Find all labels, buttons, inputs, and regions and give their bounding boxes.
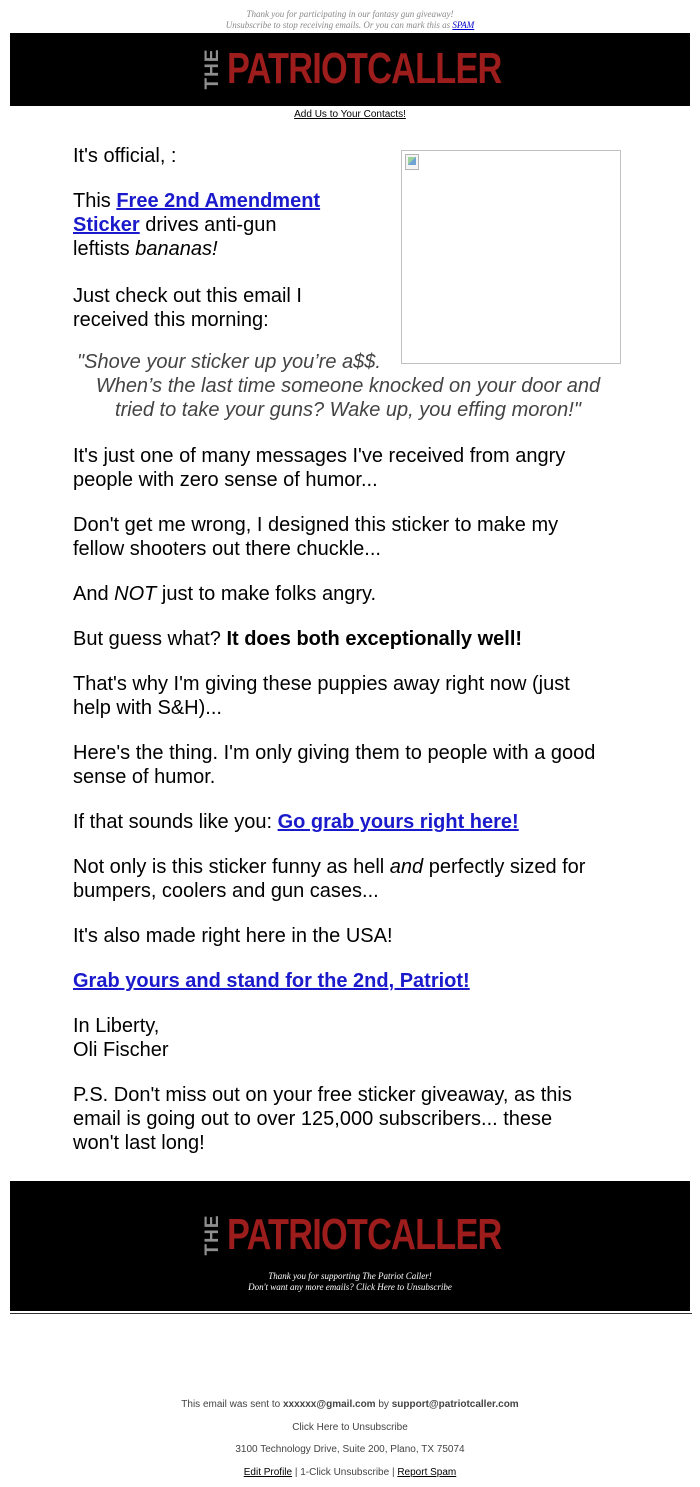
paragraph-9: It's also made right here in the USA!: [73, 925, 393, 947]
intro-this: This: [73, 190, 117, 212]
paragraph-3: [73, 582, 376, 606]
sent-prefix: This email was sent to: [181, 1399, 283, 1410]
p3-prefix: And: [73, 583, 115, 605]
p3-suffix: just to make folks angry.: [156, 583, 377, 605]
sender-email: support@patriotcaller.com: [391, 1399, 519, 1410]
report-spam-link[interactable]: Report Spam: [397, 1467, 457, 1478]
spam-link[interactable]: SPAM: [452, 20, 475, 30]
footer-banner-note: [10, 1271, 690, 1293]
paragraph-1-line-1: It's just one of many messages I've received from angry: [73, 445, 566, 467]
paragraph-6-line-1: Here's the thing. I'm only giving them to people with a good: [73, 742, 596, 764]
intro-line-1: [73, 189, 320, 213]
footer-divider: [10, 1313, 692, 1314]
preheader: [0, 9, 700, 31]
add-contacts-link[interactable]: Add Us to Your Contacts!: [294, 109, 406, 120]
p8-and: and: [389, 856, 424, 878]
preheader-line-1: Thank you for participating in our fantasy gun giveaway!: [246, 9, 454, 19]
paragraph-4: [73, 627, 522, 651]
check-line-2: received this morning:: [73, 309, 269, 331]
mailing-address: 3100 Technology Drive, Suite 200, Plano, TX 75074: [235, 1444, 465, 1455]
intro-line-3: [73, 237, 218, 261]
angry-email-quote: [73, 350, 623, 422]
quote-line-3: tried to take your guns? Wake up, you effing moron!": [115, 399, 581, 421]
footer-separator-2: |: [389, 1467, 398, 1478]
footer-logo-the-text: THE: [202, 1214, 223, 1256]
add-contacts-row: [0, 109, 700, 121]
footer-banner: [10, 1181, 690, 1311]
p8-suffix: perfectly sized for: [423, 856, 586, 878]
sticker-link-part-2[interactable]: Sticker: [73, 214, 140, 236]
paragraph-2-line-2: fellow shooters out there chuckle...: [73, 538, 381, 560]
cta-link[interactable]: Grab yours and stand for the 2nd, Patriot!: [73, 970, 470, 992]
footer-separator-1: |: [292, 1467, 301, 1478]
sent-to-line: [0, 1399, 700, 1411]
quote-line-2: When’s the last time someone knocked on your door and: [95, 375, 601, 397]
sticker-image[interactable]: [401, 150, 621, 364]
footer-logo-the: [203, 1213, 223, 1257]
logo-wordmark: PATRIOTCALLER: [227, 44, 502, 93]
sent-by: by: [375, 1399, 392, 1410]
paragraph-6-line-2: sense of humor.: [73, 766, 216, 788]
ps-line-1: P.S. Don't miss out on your free sticker giveaway, as this: [73, 1084, 572, 1106]
footer-links: [0, 1467, 700, 1479]
quote-line-1: "Shove your sticker up you’re a$$.: [77, 351, 381, 373]
broken-image-icon: [405, 154, 419, 170]
paragraph-8-line-2: bumpers, coolers and gun cases...: [73, 880, 379, 902]
footer-unsubscribe[interactable]: Click Here to Unsubscribe: [292, 1422, 408, 1433]
cta-row: [73, 969, 470, 993]
paragraph-5-line-2: help with S&H)...: [73, 697, 222, 719]
patriot-caller-logo: [10, 46, 690, 92]
footer-logo-wordmark: PATRIOTCALLER: [227, 1210, 502, 1259]
preheader-line-2: [0, 20, 700, 31]
edit-profile-link[interactable]: Edit Profile: [243, 1467, 293, 1478]
grab-yours-link[interactable]: Go grab yours right here!: [277, 811, 519, 833]
intro-bananas: bananas!: [135, 238, 218, 260]
recipient-email: xxxxxx@gmail.com: [283, 1399, 376, 1410]
paragraph-7: [73, 810, 519, 834]
ps-line-3: won't last long!: [73, 1132, 205, 1154]
paragraph-1-line-2: people with zero sense of humor...: [73, 469, 378, 491]
footer-banner-line-1: Thank you for supporting The Patriot Caller!: [268, 1271, 432, 1281]
preheader-line-2-text: Unsubscribe to stop receiving emails. Or you can mark this as: [225, 20, 453, 30]
p8-prefix: Not only is this sticker funny as hell: [73, 856, 390, 878]
signoff-line-2: Oli Fischer: [73, 1039, 169, 1061]
ps-line-2: email is going out to over 125,000 subscribers... these: [73, 1108, 553, 1130]
p3-not: NOT: [114, 583, 157, 605]
greeting: It's official, :: [73, 145, 177, 167]
header-banner: [10, 33, 690, 106]
paragraph-2-line-1: Don't get me wrong, I designed this sticker to make my: [73, 514, 559, 536]
paragraph-5-line-1: That's why I'm giving these puppies away right now (just: [73, 673, 570, 695]
p4-prefix: But guess what?: [73, 628, 227, 650]
intro-line-2: [73, 213, 276, 237]
paragraph-8-line-1: [73, 855, 585, 879]
check-line-1: Just check out this email I: [73, 285, 302, 307]
signoff-line-1: In Liberty,: [73, 1015, 160, 1037]
intro-leftists: leftists: [73, 238, 136, 260]
p4-bold: It does both exceptionally well!: [226, 628, 523, 650]
one-click-unsubscribe-link[interactable]: 1-Click Unsubscribe: [300, 1467, 390, 1478]
p7-prefix: If that sounds like you:: [73, 811, 278, 833]
sticker-link-part-1[interactable]: Free 2nd Amendment: [116, 190, 321, 212]
intro-rest: drives anti-gun: [139, 214, 277, 236]
logo-the-text: THE: [202, 48, 223, 90]
logo-the: [203, 47, 223, 91]
footer-banner-unsubscribe[interactable]: Don't want any more emails? Click Here to Unsubscribe: [248, 1282, 452, 1292]
footer-patriot-caller-logo: [10, 1212, 690, 1258]
